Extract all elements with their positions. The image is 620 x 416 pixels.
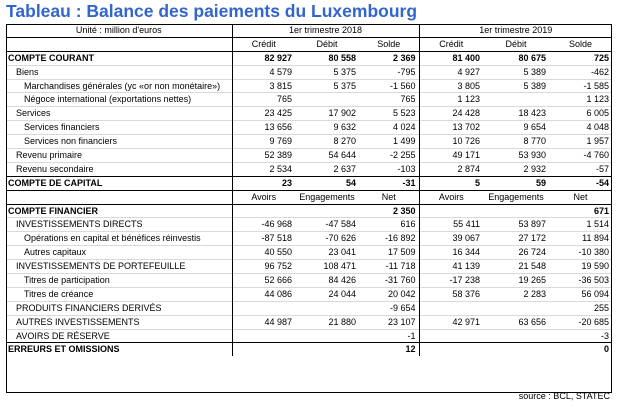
table-row	[6, 246, 612, 260]
value-cell: 5 389	[483, 79, 549, 93]
value-cell: -9 654	[359, 301, 419, 315]
value-cell: 4 579	[232, 65, 295, 79]
value-cell: -10 380	[549, 246, 612, 260]
value-cell: 20 042	[359, 287, 419, 301]
column-header: Solde	[359, 37, 419, 51]
value-cell: 17 509	[359, 246, 419, 260]
row-label: INVESTISSEMENTS DE PORTEFEUILLE	[6, 260, 232, 274]
value-cell	[419, 301, 483, 315]
value-cell: -103	[359, 162, 419, 176]
value-cell	[483, 329, 549, 343]
value-cell: 81 400	[419, 51, 483, 65]
value-cell: 5 389	[483, 65, 549, 79]
value-cell: 19 265	[483, 274, 549, 288]
value-cell: 96 752	[232, 260, 295, 274]
row-label: Opérations en capital et bénéfices réinvestis	[6, 232, 232, 246]
column-header: Crédit	[419, 37, 483, 51]
table-row	[6, 79, 612, 93]
value-cell: 19 590	[549, 260, 612, 274]
value-cell: 2 534	[232, 162, 295, 176]
value-cell: 18 423	[483, 107, 549, 121]
row-label: Titres de créance	[6, 287, 232, 301]
value-cell: 4 048	[549, 121, 612, 135]
value-cell: 1 514	[549, 218, 612, 232]
row-label: ERREURS ET OMISSIONS	[6, 343, 232, 356]
value-cell: 26 724	[483, 246, 549, 260]
table-row	[6, 232, 612, 246]
row-label: COMPTE DE CAPITAL	[6, 176, 232, 190]
table-row	[6, 51, 612, 65]
value-cell: 23 041	[295, 246, 359, 260]
row-label: INVESTISSEMENTS DIRECTS	[6, 218, 232, 232]
row-label: COMPTE FINANCIER	[6, 204, 232, 218]
value-cell: 21 548	[483, 260, 549, 274]
column-header: Net	[549, 190, 612, 204]
value-cell: 4 024	[359, 121, 419, 135]
value-cell: 9 654	[483, 121, 549, 135]
value-cell: 0	[549, 343, 612, 356]
value-cell: 21 880	[295, 315, 359, 329]
value-cell: 9 632	[295, 121, 359, 135]
value-cell: -3	[549, 329, 612, 343]
period-header-2019: 1er trimestre 2019	[479, 24, 553, 35]
value-cell: -17 238	[419, 274, 483, 288]
value-cell	[295, 204, 359, 218]
value-cell: 16 344	[419, 246, 483, 260]
value-cell: 9 769	[232, 135, 295, 149]
value-cell	[483, 204, 549, 218]
value-cell: -1	[359, 329, 419, 343]
row-label: Titres de participation	[6, 274, 232, 288]
value-cell: -462	[549, 65, 612, 79]
column-header: Avoirs	[232, 190, 295, 204]
value-cell: 52 666	[232, 274, 295, 288]
value-cell: 5	[419, 176, 483, 190]
table-row	[6, 65, 612, 79]
row-label: AVOIRS DE RÉSERVE	[6, 329, 232, 343]
value-cell: -36 503	[549, 274, 612, 288]
value-cell: 5 375	[295, 79, 359, 93]
value-cell: 1 499	[359, 135, 419, 149]
value-cell: -57	[549, 162, 612, 176]
table-row	[6, 274, 612, 288]
value-cell: 8 770	[483, 135, 549, 149]
value-cell: 49 171	[419, 149, 483, 163]
value-cell: 13 702	[419, 121, 483, 135]
value-cell: -47 584	[295, 218, 359, 232]
column-header: Débit	[295, 37, 359, 51]
value-cell: 4 927	[419, 65, 483, 79]
row-label: Négoce international (exportations nettes)	[6, 93, 232, 107]
table-row	[6, 135, 612, 149]
value-cell: -1 560	[359, 79, 419, 93]
table-row	[6, 162, 612, 176]
value-cell: 42 971	[419, 315, 483, 329]
row-label: Services	[6, 107, 232, 121]
row-label: Revenu secondaire	[6, 162, 232, 176]
table-title: Tableau : Balance des paiements du Luxembourg	[6, 1, 418, 21]
table-row	[6, 93, 612, 107]
value-cell	[232, 329, 295, 343]
column-header: Net	[359, 190, 419, 204]
value-cell: 5 523	[359, 107, 419, 121]
value-cell	[232, 204, 295, 218]
table-row	[6, 343, 612, 356]
column-header: Avoirs	[419, 190, 483, 204]
column-header: Engagements	[295, 190, 359, 204]
period-header-2018: 1er trimestre 2018	[232, 24, 419, 37]
unit-label: Unité : million d'euros	[6, 24, 232, 37]
value-cell	[295, 93, 359, 107]
table-row	[6, 149, 612, 163]
table-row	[6, 176, 612, 190]
value-cell: 2 637	[295, 162, 359, 176]
value-cell: 39 067	[419, 232, 483, 246]
value-cell: -31	[359, 176, 419, 190]
source-note: source : BCL, STATEC	[518, 391, 610, 401]
table-row	[6, 287, 612, 301]
value-cell: 80 558	[295, 51, 359, 65]
value-cell: 56 094	[549, 287, 612, 301]
financial-columns-header-row	[6, 190, 612, 204]
balance-of-payments-table	[6, 24, 612, 356]
value-cell	[295, 343, 359, 356]
value-cell: 41 139	[419, 260, 483, 274]
value-cell: 10 726	[419, 135, 483, 149]
value-cell: 6 005	[549, 107, 612, 121]
table-row	[6, 301, 612, 315]
row-label: Revenu primaire	[6, 149, 232, 163]
value-cell	[419, 329, 483, 343]
value-cell: 82 927	[232, 51, 295, 65]
value-cell	[419, 343, 483, 356]
value-cell: 80 675	[483, 51, 549, 65]
value-cell: 24 428	[419, 107, 483, 121]
value-cell: 17 902	[295, 107, 359, 121]
value-cell: 2 283	[483, 287, 549, 301]
value-cell: 53 930	[483, 149, 549, 163]
current-columns-header-row	[6, 37, 612, 51]
value-cell	[483, 93, 549, 107]
value-cell: 13 656	[232, 121, 295, 135]
column-header: Crédit	[232, 37, 295, 51]
value-cell: -1 585	[549, 79, 612, 93]
value-cell: 84 426	[295, 274, 359, 288]
blank-header-cell	[6, 190, 232, 204]
value-cell: 24 044	[295, 287, 359, 301]
value-cell: -795	[359, 65, 419, 79]
value-cell	[483, 301, 549, 315]
value-cell	[419, 204, 483, 218]
value-cell: 12	[359, 343, 419, 356]
value-cell: -87 518	[232, 232, 295, 246]
value-cell: 616	[359, 218, 419, 232]
value-cell: 23 425	[232, 107, 295, 121]
value-cell: 108 471	[295, 260, 359, 274]
row-label: AUTRES INVESTISSEMENTS	[6, 315, 232, 329]
value-cell: 54 644	[295, 149, 359, 163]
value-cell: 11 894	[549, 232, 612, 246]
value-cell: 63 656	[483, 315, 549, 329]
value-cell: 44 987	[232, 315, 295, 329]
value-cell: 23 107	[359, 315, 419, 329]
value-cell: 44 086	[232, 287, 295, 301]
row-label: Services financiers	[6, 121, 232, 135]
value-cell: -2 255	[359, 149, 419, 163]
value-cell: 52 389	[232, 149, 295, 163]
table-row	[6, 107, 612, 121]
value-cell: 3 815	[232, 79, 295, 93]
row-label: Autres capitaux	[6, 246, 232, 260]
value-cell: 23	[232, 176, 295, 190]
value-cell	[232, 343, 295, 356]
value-cell: 671	[549, 204, 612, 218]
value-cell: 5 375	[295, 65, 359, 79]
value-cell: 765	[232, 93, 295, 107]
value-cell	[295, 329, 359, 343]
table-row	[6, 329, 612, 343]
value-cell: 27 172	[483, 232, 549, 246]
value-cell: -54	[549, 176, 612, 190]
column-header: Solde	[549, 37, 612, 51]
column-header: Débit	[483, 37, 549, 51]
value-cell: -20 685	[549, 315, 612, 329]
value-cell: 58 376	[419, 287, 483, 301]
value-cell	[232, 301, 295, 315]
blank-header-cell	[6, 37, 232, 51]
value-cell: 53 897	[483, 218, 549, 232]
value-cell: -4 760	[549, 149, 612, 163]
value-cell: 40 550	[232, 246, 295, 260]
column-header: Engagements	[483, 190, 549, 204]
value-cell: 3 805	[419, 79, 483, 93]
value-cell: -11 718	[359, 260, 419, 274]
row-label: PRODUITS FINANCIERS DERIVÉS	[6, 301, 232, 315]
table-row	[6, 260, 612, 274]
value-cell: 54	[295, 176, 359, 190]
value-cell: 2 874	[419, 162, 483, 176]
value-cell: -70 626	[295, 232, 359, 246]
table-row	[6, 315, 612, 329]
value-cell: 2 350	[359, 204, 419, 218]
value-cell: 2 932	[483, 162, 549, 176]
row-label: COMPTE COURANT	[6, 51, 232, 65]
value-cell	[295, 301, 359, 315]
value-cell: 725	[549, 51, 612, 65]
table-row	[6, 218, 612, 232]
row-label: Services non financiers	[6, 135, 232, 149]
value-cell: -16 892	[359, 232, 419, 246]
table-row	[6, 204, 612, 218]
value-cell: 255	[549, 301, 612, 315]
row-label: Marchandises générales (yc «or non monétaire»)	[6, 79, 232, 93]
value-cell: 765	[359, 93, 419, 107]
value-cell: 1 123	[549, 93, 612, 107]
value-cell: 59	[483, 176, 549, 190]
value-cell: -31 760	[359, 274, 419, 288]
value-cell: 1 957	[549, 135, 612, 149]
value-cell: 8 270	[295, 135, 359, 149]
value-cell	[483, 343, 549, 356]
value-cell: -46 968	[232, 218, 295, 232]
period-header-row	[6, 24, 612, 37]
value-cell: 2 369	[359, 51, 419, 65]
value-cell: 55 411	[419, 218, 483, 232]
row-label: Biens	[6, 65, 232, 79]
table-row	[6, 121, 612, 135]
value-cell: 1 123	[419, 93, 483, 107]
